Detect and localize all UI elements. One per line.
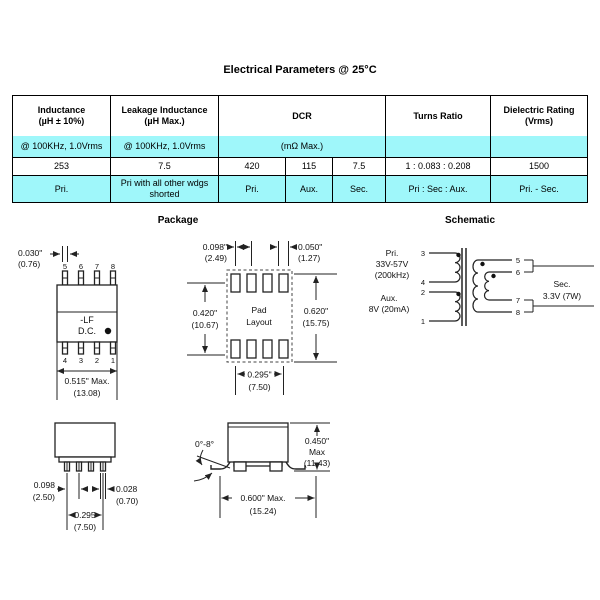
front-view-lead-angle-dimension (194, 439, 230, 481)
svg-text:(1.27): (1.27) (298, 253, 321, 263)
value-dcr-sec: 7.5 (333, 158, 386, 176)
pad-inner-span-dimension (187, 283, 225, 355)
header-leakage: Leakage Inductance (µH Max.) (111, 96, 219, 137)
note-dcr-aux: Aux. (286, 176, 333, 203)
svg-text:0.620": 0.620" (303, 306, 329, 316)
svg-text:0.050": 0.050" (298, 242, 323, 252)
aux-polarity-dot (456, 292, 460, 296)
svg-text:1: 1 (420, 317, 426, 326)
svg-text:(11.43): (11.43) (303, 458, 331, 468)
svg-text:(15.24): (15.24) (249, 506, 277, 516)
svg-text:2: 2 (94, 356, 100, 365)
svg-text:(13.08): (13.08) (73, 388, 101, 398)
primary-polarity-dot (456, 253, 460, 257)
pad-layout-label-2: Layout (246, 317, 272, 327)
svg-text:0.098": 0.098" (202, 242, 227, 252)
svg-text:8: 8 (515, 308, 521, 317)
package-section-label: Package (157, 215, 199, 226)
top-view-lead-width-dimension (18, 246, 79, 269)
value-leakage: 7.5 (111, 158, 219, 176)
secondary-winding-label (543, 279, 581, 301)
left-pin-numbers (421, 249, 425, 326)
svg-text:(200kHz): (200kHz) (374, 270, 410, 280)
package-top-view-drawing (16, 242, 166, 410)
pad-layout-label-1: Pad (251, 305, 267, 315)
note-dcr-pri: Pri. (219, 176, 286, 203)
svg-text:5: 5 (62, 262, 68, 271)
svg-text:0.450": 0.450" (304, 436, 330, 446)
svg-text:4: 4 (62, 356, 68, 365)
aux-winding-label (369, 293, 410, 314)
table-values-row (13, 158, 588, 176)
svg-text:0.600" Max.: 0.600" Max. (240, 493, 286, 503)
svg-text:1: 1 (110, 356, 116, 365)
cond-turns-ratio (386, 136, 491, 158)
transformer-core (462, 248, 466, 326)
note-leakage: Pri with all other wdgs shorted (111, 176, 219, 203)
transformer-schematic (362, 238, 598, 352)
svg-text:0.515" Max.: 0.515" Max. (64, 376, 110, 386)
side-view-lead-width-dimension (93, 473, 138, 506)
svg-text:4: 4 (420, 278, 426, 287)
pin1-indicator-dot (105, 328, 111, 334)
svg-text:0.295": 0.295" (247, 369, 272, 380)
value-dielectric: 1500 (491, 158, 588, 176)
pad-pitch-dimension (203, 241, 252, 266)
svg-text:8: 8 (110, 262, 116, 271)
schematic-section-label: Schematic (444, 215, 496, 226)
svg-text:(7.50): (7.50) (248, 382, 271, 392)
pad-outer-span-dimension (294, 274, 337, 362)
svg-text:6: 6 (515, 268, 521, 277)
svg-text:33V-57V: 33V-57V (375, 259, 409, 269)
svg-text:(7.50): (7.50) (73, 522, 97, 532)
pad-layout-body (227, 270, 292, 362)
svg-text:3.3V (7W): 3.3V (7W) (542, 291, 582, 301)
table-conditions-row (13, 136, 588, 158)
part-marking-lf: -LF (80, 315, 94, 325)
value-inductance: 253 (13, 158, 111, 176)
svg-text:0.420": 0.420" (192, 308, 218, 318)
svg-text:7: 7 (515, 296, 521, 305)
right-pin-numbers (516, 256, 520, 317)
top-view-pin-numbers-top (63, 262, 115, 271)
aux-winding (429, 292, 461, 321)
table-notes-row (13, 176, 588, 203)
value-dcr-pri: 420 (219, 158, 286, 176)
value-dcr-aux: 115 (286, 158, 333, 176)
front-view-height-dimension (290, 423, 330, 471)
secondary-inner-polarity-dot (491, 274, 495, 278)
svg-text:0.295: 0.295 (74, 510, 96, 520)
svg-text:0°-8°: 0°-8° (195, 439, 215, 449)
package-front-view-drawing (190, 388, 358, 530)
cond-dielectric (491, 136, 588, 158)
electrical-parameters-table (12, 95, 588, 203)
note-dielectric: Pri. - Sec. (491, 176, 588, 203)
side-view-span-dimension (69, 473, 104, 532)
front-view-body (211, 423, 305, 471)
svg-text:7: 7 (94, 262, 100, 271)
primary-winding (429, 253, 461, 282)
svg-text:(2.49): (2.49) (204, 253, 227, 263)
note-turns-ratio: Pri : Sec : Aux. (386, 176, 491, 203)
svg-text:0.030": 0.030" (18, 248, 43, 258)
top-view-package-body (57, 271, 117, 354)
side-view-body (55, 423, 115, 471)
svg-text:Pri.: Pri. (385, 248, 399, 258)
value-turns-ratio: 1 : 0.083 : 0.208 (386, 158, 491, 176)
front-view-width-dimension (220, 476, 316, 518)
header-dielectric: Dielectric Rating (Vrms) (491, 96, 588, 137)
svg-text:6: 6 (78, 262, 84, 271)
cond-inductance: @ 100KHz, 1.0Vrms (13, 136, 111, 158)
svg-text:3: 3 (420, 249, 426, 258)
primary-winding-label (375, 248, 410, 280)
svg-text:(15.75): (15.75) (302, 318, 330, 328)
package-side-view-drawing (25, 393, 195, 538)
note-inductance: Pri. (13, 176, 111, 203)
svg-text:5: 5 (515, 256, 521, 265)
table-header-row (13, 96, 588, 137)
pad-layout-drawing (185, 240, 345, 400)
svg-text:(0.70): (0.70) (116, 496, 139, 506)
svg-text:8V (20mA): 8V (20mA) (368, 304, 410, 314)
svg-text:Max: Max (308, 447, 326, 457)
svg-text:(0.76): (0.76) (18, 259, 41, 269)
svg-text:0.028: 0.028 (116, 484, 138, 494)
top-view-pin-numbers-bottom (63, 356, 115, 365)
header-dcr: DCR (219, 96, 386, 137)
svg-text:0.098: 0.098 (33, 480, 55, 490)
secondary-outer-polarity-dot (480, 262, 484, 266)
secondary-windings (473, 260, 512, 312)
svg-text:(10.67): (10.67) (191, 320, 219, 330)
svg-text:3: 3 (78, 356, 84, 365)
pad-width-dimension (271, 241, 322, 266)
header-turns-ratio: Turns Ratio (386, 96, 491, 137)
page-title: Electrical Parameters @ 25°C (223, 64, 377, 76)
svg-text:2: 2 (420, 288, 426, 297)
svg-text:(2.50): (2.50) (32, 492, 55, 502)
svg-text:Aux.: Aux. (380, 293, 398, 303)
part-marking-dc: D.C. (78, 326, 96, 336)
cond-dcr: (mΩ Max.) (219, 136, 386, 158)
svg-text:Sec.: Sec. (553, 279, 571, 289)
header-inductance: Inductance (µH ± 10%) (13, 96, 111, 137)
note-dcr-sec: Sec. (333, 176, 386, 203)
cond-leakage: @ 100KHz, 1.0Vrms (111, 136, 219, 158)
